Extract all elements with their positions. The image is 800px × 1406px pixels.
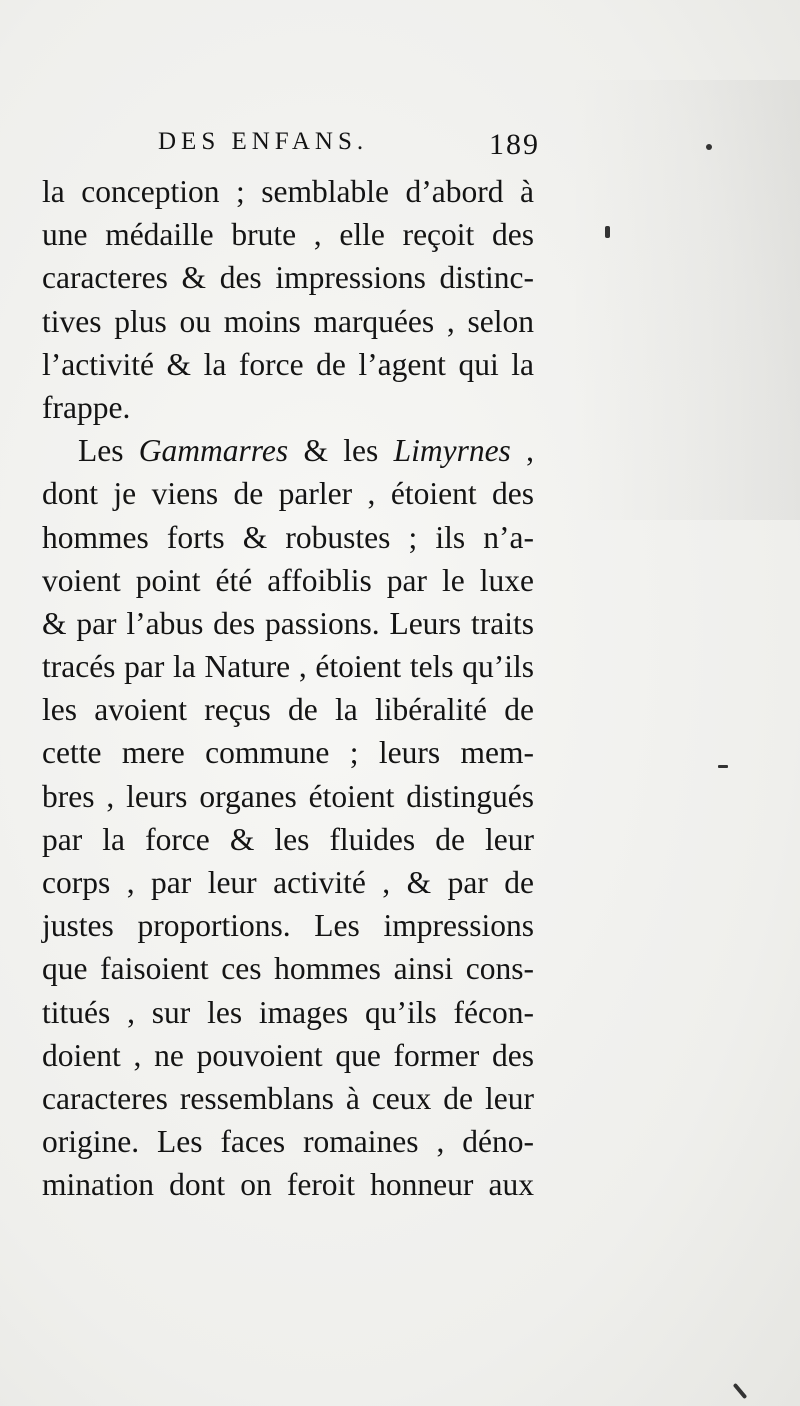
text-line: doient , ne pouvoient que former des: [42, 1037, 534, 1073]
text-line: corps , par leur activité , & par de: [42, 865, 534, 900]
paper-speck: [718, 765, 728, 768]
text-line: voient point été affoiblis par le luxe: [42, 562, 534, 598]
text-line: la conception ; semblable d’abord à: [42, 174, 534, 209]
paper-speck: [733, 1383, 748, 1399]
text-run: Les: [78, 433, 139, 469]
text-line: caracteres & des impressions distinc-: [42, 260, 534, 296]
text-line: cette mere commune ; leurs mem-: [42, 735, 534, 771]
text-line: tracés par la Nature , étoient tels qu’ils: [42, 649, 534, 685]
text-line: l’activité & la force de l’agent qui la: [42, 346, 534, 382]
show-through-shadow: [570, 80, 800, 520]
text-line: & par l’abus des passions. Leurs traits: [42, 605, 534, 641]
text-line: hommes forts & robustes ; ils n’a-: [42, 519, 534, 555]
text-line: mination dont on feroit honneur aux: [42, 1167, 534, 1203]
text-line: tives plus ou moins marquées , selon: [42, 303, 534, 339]
italic-term-gammarres: Gammarres: [138, 433, 289, 469]
text-run: ,: [510, 433, 534, 469]
paper-speck: [706, 144, 712, 150]
running-head: DES ENFANS.: [158, 128, 369, 155]
text-line: justes proportions. Les impressions: [42, 908, 534, 944]
paragraph-opening-line: [42, 429, 534, 472]
text-line: titués , sur les images qu’ils fécon-: [42, 994, 534, 1030]
paper-speck: [605, 226, 610, 238]
text-line: une médaille brute , elle reçoit des: [42, 217, 534, 253]
page-number: 189: [489, 128, 540, 161]
text-line: frappe.: [42, 389, 131, 425]
text-line: caracteres ressemblans à ceux de leur: [42, 1080, 534, 1116]
italic-term-limyrnes: Limyrnes: [393, 433, 511, 469]
text-line: les avoient reçus de la libéralité de: [42, 692, 534, 728]
page-header: [40, 128, 540, 164]
text-line: origine. Les faces romaines , déno-: [42, 1124, 534, 1160]
body-text: [42, 170, 534, 1207]
text-run: & les: [288, 433, 394, 469]
text-line: bres , leurs organes étoient distingués: [42, 778, 534, 814]
text-line: par la force & les fluides de leur: [42, 821, 534, 857]
text-line: dont je viens de parler , étoient des: [42, 476, 534, 512]
text-line: que faisoient ces hommes ainsi cons-: [42, 951, 534, 987]
